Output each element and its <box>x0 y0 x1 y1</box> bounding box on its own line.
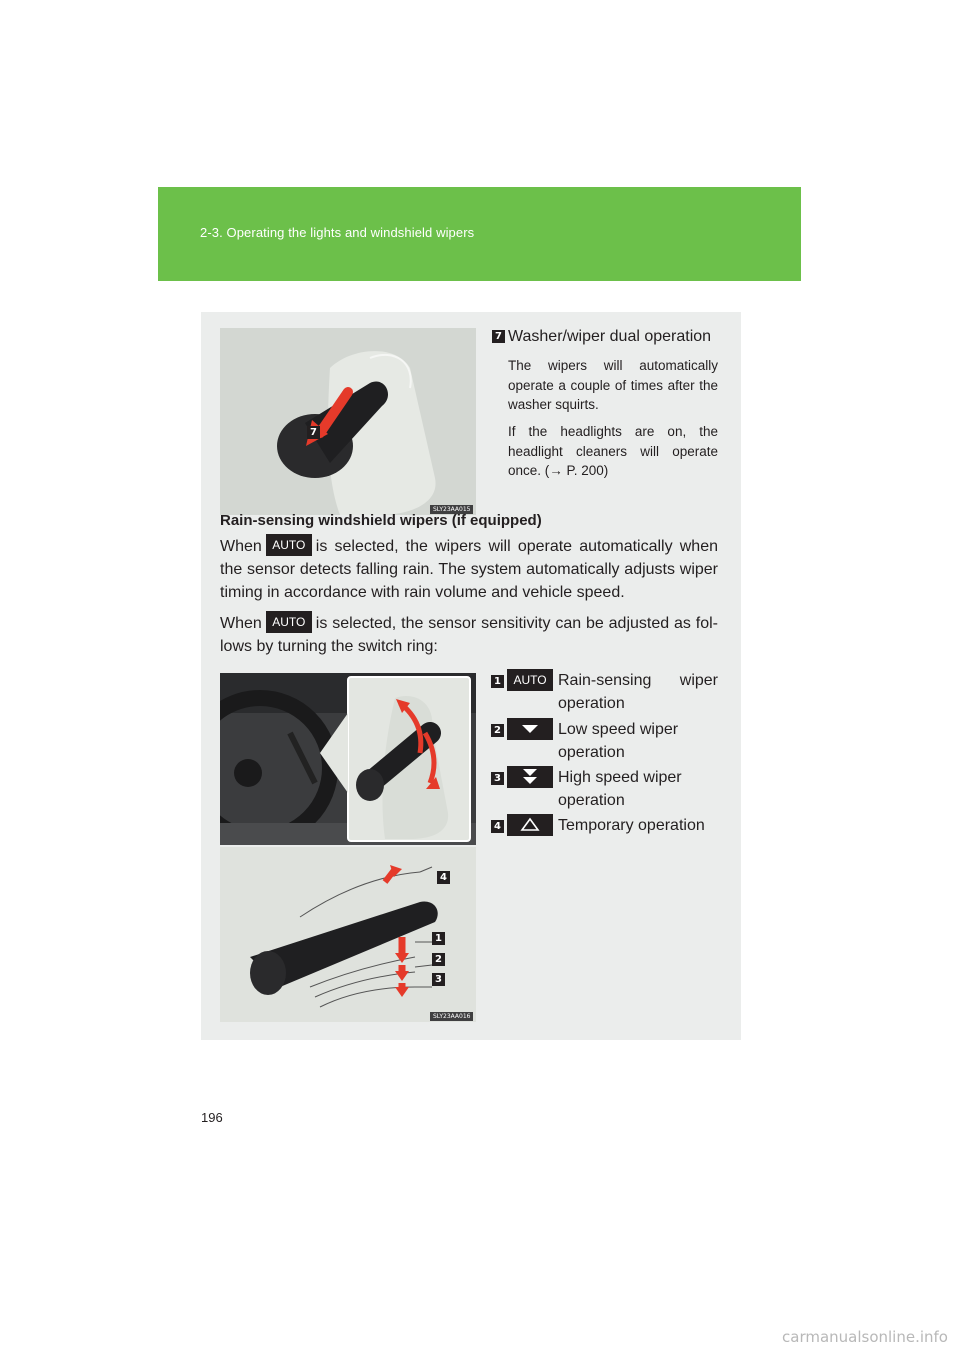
content-panel <box>201 312 741 1040</box>
section-title: 2-3. Operating the lights and windshield wipers <box>200 225 475 240</box>
auto-symbol: AUTO <box>266 611 312 633</box>
paragraph-auto-operation <box>220 534 718 604</box>
mode-number-1: 1 <box>491 675 504 688</box>
mode-label-low-speed: Low speed wiper operation <box>558 721 679 761</box>
paragraph-body: is selected, the wipers will operate automatically when the sensor detects falling rain. The system automatically adjusts wiper timing in accordance with rain volume and vehicle speed. <box>220 538 718 601</box>
double-chevron-down-icon <box>507 766 553 788</box>
figure-code: SLY23AA016 <box>430 1012 473 1021</box>
figure-callout-7: 7 <box>307 426 320 439</box>
paragraph-sensitivity <box>220 611 718 658</box>
auto-symbol: AUTO <box>507 669 553 691</box>
watermark: carmanualsonline.info <box>782 1328 948 1346</box>
page-number: 196 <box>201 1110 223 1125</box>
mode-label-rain-sensing: Rain-sensing wiper operation <box>558 672 718 712</box>
figure-callout-3: 3 <box>432 973 445 986</box>
paragraph-lead: When <box>220 538 262 555</box>
figure-code: SLY23AA015 <box>430 505 473 514</box>
chevron-up-outline-icon <box>507 814 553 836</box>
section-header-band <box>158 187 801 281</box>
item-description: The wipers will automatically operate a couple of times after the washer squirts. <box>508 358 718 412</box>
paragraph-lead: When <box>220 615 262 632</box>
item-title: Washer/wiper dual operation <box>508 328 712 345</box>
single-chevron-down-icon <box>507 718 553 740</box>
mode-number-3: 3 <box>491 772 504 785</box>
steering-column-illustration <box>220 673 476 845</box>
auto-symbol: AUTO <box>266 534 312 556</box>
figure-callout-2: 2 <box>432 953 445 966</box>
mode-number-2: 2 <box>491 724 504 737</box>
item-description-headlight: If the headlights are on, the headlight cleaners will operate once. (→ P. 200) <box>508 424 718 478</box>
wiper-washer-illustration <box>220 328 476 515</box>
mode-label-high-speed: High speed wiper operation <box>558 769 682 809</box>
paragraph-body: is selected, the sensor sensitivity can be adjusted as fol- lows by turning the switch ring: <box>220 615 718 655</box>
mode-label-temporary: Temporary operation <box>558 817 705 834</box>
section-heading: Rain-sensing windshield wipers (if equipped) <box>220 512 542 529</box>
item-number-badge: 7 <box>492 330 505 343</box>
mode-number-4: 4 <box>491 820 504 833</box>
figure-callout-4: 4 <box>437 871 450 884</box>
figure-callout-1: 1 <box>432 932 445 945</box>
switch-ring-illustration <box>220 847 476 1022</box>
